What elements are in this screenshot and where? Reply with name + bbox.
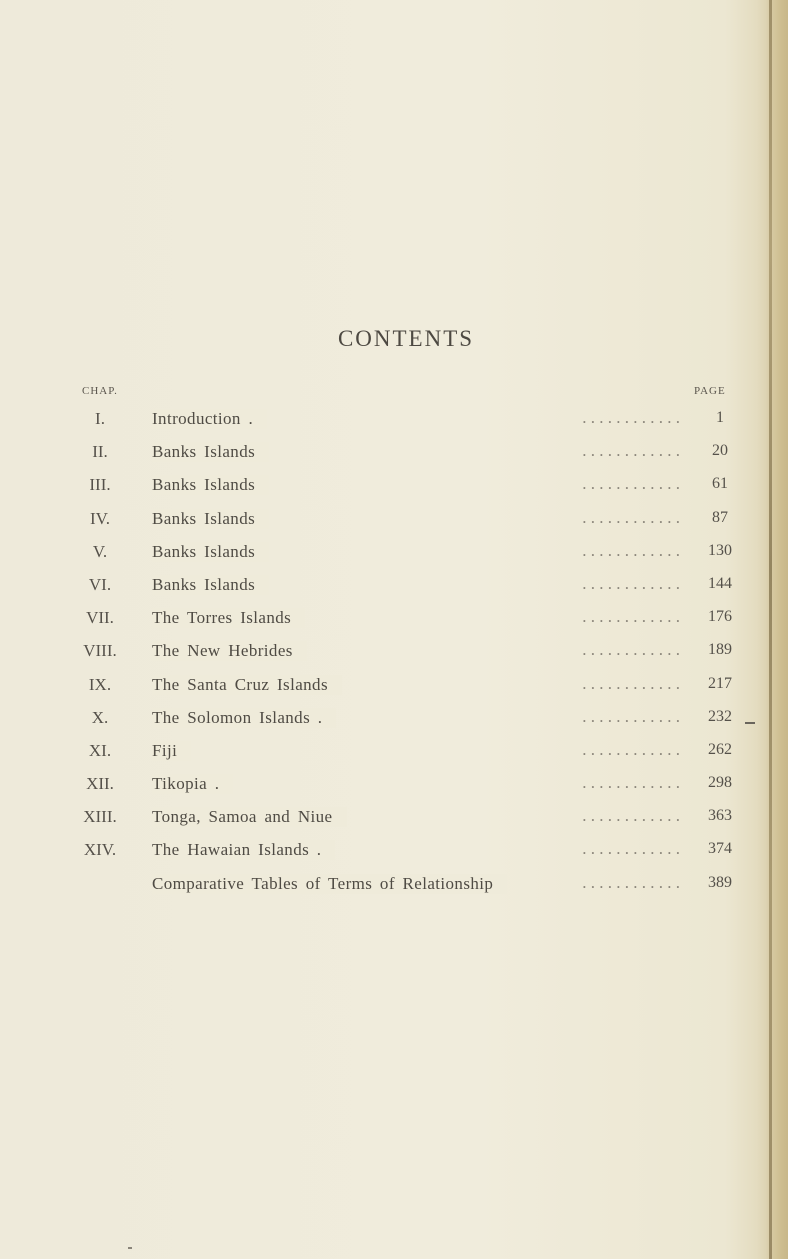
- toc-entry: [0, 671, 788, 704]
- page-number: 130: [708, 541, 732, 559]
- chapter-number: IX.: [88, 674, 112, 694]
- toc-entry: [0, 505, 788, 538]
- toc-entry: [0, 604, 788, 637]
- page-number: 144: [708, 574, 732, 592]
- chapter-title: Banks Islands: [152, 475, 269, 495]
- leader-dots: . . . . . . . . . . . .: [582, 673, 680, 693]
- toc-entry: [0, 471, 788, 504]
- leader-dots: . . . . . . . . . . . .: [582, 441, 680, 461]
- page-number: 61: [712, 475, 728, 493]
- chapter-number: VIII.: [83, 641, 117, 661]
- chapter-title: The Torres Islands: [152, 608, 305, 628]
- chapter-number: XIII.: [83, 807, 117, 827]
- toc-entry: [0, 770, 788, 803]
- chapter-number: XII.: [86, 774, 114, 794]
- leader-dots: . . . . . . . . . . . .: [582, 507, 680, 527]
- page-column-header: PAGE: [694, 385, 726, 397]
- chapter-title: Banks Islands: [152, 542, 269, 562]
- chapter-title: The Hawaian Islands .: [152, 840, 335, 860]
- chapter-title: Banks Islands: [152, 509, 269, 529]
- chapter-number: I.: [95, 409, 105, 428]
- page-number: 20: [712, 442, 728, 460]
- margin-dash-mark: [745, 722, 755, 724]
- chapter-number: X.: [91, 707, 109, 727]
- toc-entry: [0, 405, 788, 438]
- chapter-number: III.: [89, 475, 111, 495]
- chapter-title: Banks Islands: [152, 575, 269, 595]
- page-number: 262: [708, 740, 732, 758]
- page-number: 374: [708, 840, 732, 858]
- footer-mark: [128, 1247, 132, 1249]
- leader-dots: . . . . . . . . . . . .: [582, 839, 680, 859]
- chapter-number: II.: [92, 442, 108, 462]
- chapter-title: Tonga, Samoa and Niue: [152, 807, 347, 827]
- leader-dots: . . . . . . . . . . . .: [582, 706, 680, 726]
- leader-dots: . . . . . . . . . . . .: [582, 640, 680, 660]
- chapter-number: XI.: [88, 740, 112, 760]
- page-number: 217: [708, 674, 732, 692]
- toc-entry: [0, 538, 788, 571]
- toc-entry: [0, 870, 788, 903]
- leader-dots: . . . . . . . . . . . .: [582, 773, 680, 793]
- leader-dots: . . . . . . . . . . . .: [582, 474, 680, 494]
- chapter-number: V.: [92, 541, 108, 561]
- toc-entry: [0, 637, 788, 670]
- contents-heading: CONTENTS: [337, 326, 475, 351]
- page-number: 1: [716, 409, 724, 426]
- chapter-title: Fiji: [152, 741, 191, 761]
- page-number: 176: [708, 608, 732, 626]
- chapter-number: VI.: [88, 574, 112, 594]
- page-number: 232: [708, 707, 732, 725]
- leader-dots: . . . . . . . . . . . .: [582, 872, 680, 892]
- leader-dots: . . . . . . . . . . . .: [582, 607, 680, 627]
- toc-entry: [0, 704, 788, 737]
- chapter-number: XIV.: [83, 840, 117, 860]
- chapter-column-header: CHAP.: [82, 385, 118, 397]
- table-of-contents: [0, 405, 788, 903]
- chapter-title: Comparative Tables of Terms of Relationship: [152, 874, 507, 894]
- toc-entry: [0, 836, 788, 869]
- page-number: 189: [708, 641, 732, 659]
- leader-dots: . . . . . . . . . . . .: [582, 408, 680, 427]
- page-number: 298: [708, 774, 732, 792]
- chapter-title: Tikopia .: [152, 774, 233, 794]
- chapter-number: VII.: [86, 608, 114, 628]
- leader-dots: . . . . . . . . . . . .: [582, 739, 680, 759]
- page-number: 363: [708, 807, 732, 825]
- leader-dots: . . . . . . . . . . . .: [582, 573, 680, 593]
- toc-entry: [0, 737, 788, 770]
- chapter-title: Introduction .: [152, 409, 267, 429]
- leader-dots: . . . . . . . . . . . .: [582, 806, 680, 826]
- chapter-title: The Solomon Islands .: [152, 708, 336, 728]
- chapter-number: IV.: [90, 508, 110, 528]
- toc-entry: [0, 571, 788, 604]
- leader-dots: . . . . . . . . . . . .: [582, 540, 680, 560]
- chapter-title: Banks Islands: [152, 442, 269, 462]
- page-number: 87: [712, 508, 728, 526]
- toc-entry: [0, 803, 788, 836]
- chapter-title: The New Hebrides: [152, 641, 307, 661]
- page-number: 389: [708, 873, 732, 891]
- toc-entry: [0, 438, 788, 471]
- chapter-title: The Santa Cruz Islands: [152, 675, 342, 695]
